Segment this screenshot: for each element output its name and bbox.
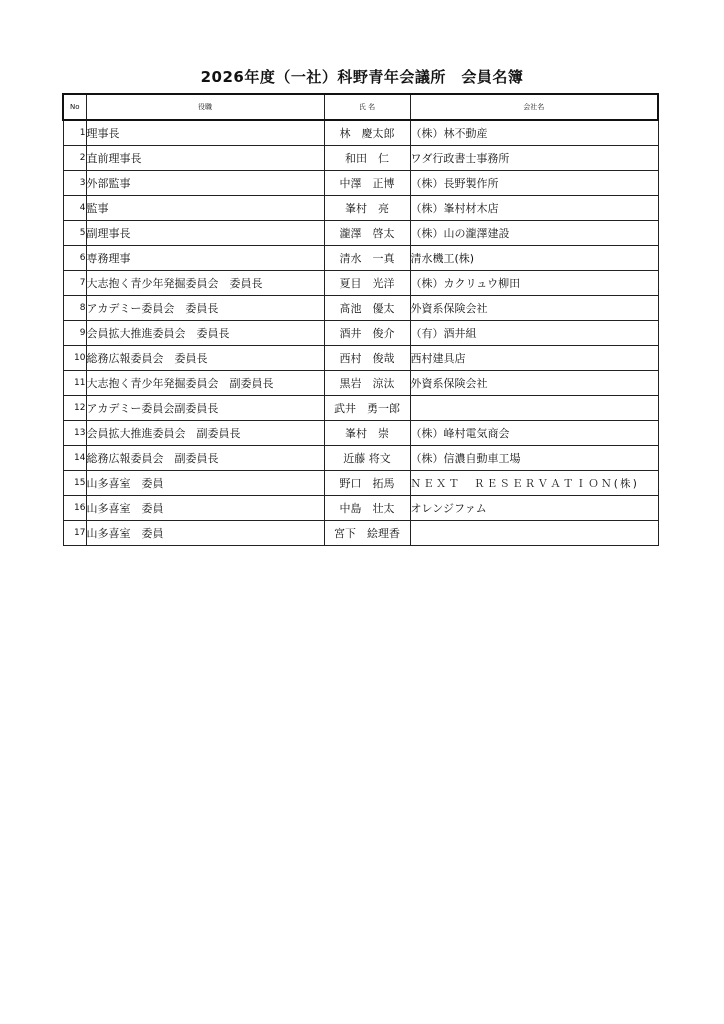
document-title: 2026年度（一社）科野青年会議所 会員名簿 bbox=[200, 68, 524, 86]
row-name: 宮下 絵理香 bbox=[324, 521, 410, 546]
table-header-row bbox=[63, 94, 658, 120]
row-name: 酒井 俊介 bbox=[324, 321, 410, 346]
row-no: 6 bbox=[63, 246, 86, 271]
row-company: 外資系保険会社 bbox=[410, 371, 658, 396]
row-no: 12 bbox=[63, 396, 86, 421]
row-company: （株）林不動産 bbox=[410, 120, 658, 146]
row-no: 17 bbox=[63, 521, 86, 546]
row-no: 10 bbox=[63, 346, 86, 371]
table-row bbox=[63, 296, 658, 321]
table-row bbox=[63, 396, 658, 421]
row-no: 11 bbox=[63, 371, 86, 396]
row-name: 峯村 崇 bbox=[324, 421, 410, 446]
row-role: 山多喜室 委員 bbox=[86, 521, 324, 546]
row-role: 会員拡大推進委員会 委員長 bbox=[86, 321, 324, 346]
row-role: 会員拡大推進委員会 副委員長 bbox=[86, 421, 324, 446]
row-company: （株）山の瀧澤建設 bbox=[410, 221, 658, 246]
row-role: 副理事長 bbox=[86, 221, 324, 246]
table-row bbox=[63, 496, 658, 521]
row-name: 和田 仁 bbox=[324, 146, 410, 171]
row-no: 4 bbox=[63, 196, 86, 221]
table-row bbox=[63, 246, 658, 271]
row-name: 野口 拓馬 bbox=[324, 471, 410, 496]
row-role: 総務広報委員会 副委員長 bbox=[86, 446, 324, 471]
table-row bbox=[63, 371, 658, 396]
table-row bbox=[63, 221, 658, 246]
row-no: 2 bbox=[63, 146, 86, 171]
row-name: 黒岩 涼汰 bbox=[324, 371, 410, 396]
row-role: 山多喜室 委員 bbox=[86, 496, 324, 521]
row-role: 総務広報委員会 委員長 bbox=[86, 346, 324, 371]
row-company: （株）峰村電気商会 bbox=[410, 421, 658, 446]
table-row bbox=[63, 196, 658, 221]
header-role: 役職 bbox=[86, 94, 324, 120]
row-no: 9 bbox=[63, 321, 86, 346]
table-row bbox=[63, 171, 658, 196]
table-row bbox=[63, 321, 658, 346]
row-company: ワダ行政書士事務所 bbox=[410, 146, 658, 171]
row-company: （株）カクリュウ柳田 bbox=[410, 271, 658, 296]
row-company: ＮＥＸＴ ＲＥＳＥＲＶＡＴＩＯＮ(株) bbox=[410, 471, 658, 496]
row-company bbox=[410, 521, 658, 546]
table-row bbox=[63, 146, 658, 171]
row-name: 武井 勇一郎 bbox=[324, 396, 410, 421]
row-role: 専務理事 bbox=[86, 246, 324, 271]
table-row bbox=[63, 120, 658, 146]
row-company: 西村建具店 bbox=[410, 346, 658, 371]
table-row bbox=[63, 521, 658, 546]
row-role: 大志抱く青少年発掘委員会 委員長 bbox=[86, 271, 324, 296]
row-company: （株）信濃自動車工場 bbox=[410, 446, 658, 471]
member-roster-table bbox=[62, 93, 659, 546]
row-name: 清水 一真 bbox=[324, 246, 410, 271]
row-name: 瀧澤 啓太 bbox=[324, 221, 410, 246]
table-row bbox=[63, 446, 658, 471]
row-name: 林 慶太郎 bbox=[324, 120, 410, 146]
row-role: 直前理事長 bbox=[86, 146, 324, 171]
row-company: オレンジファム bbox=[410, 496, 658, 521]
table-row bbox=[63, 471, 658, 496]
row-company bbox=[410, 396, 658, 421]
header-name: 氏 名 bbox=[324, 94, 410, 120]
row-role: 監事 bbox=[86, 196, 324, 221]
row-name: 近藤 将文 bbox=[324, 446, 410, 471]
row-role: 山多喜室 委員 bbox=[86, 471, 324, 496]
row-role: 大志抱く青少年発掘委員会 副委員長 bbox=[86, 371, 324, 396]
header-no: No bbox=[63, 94, 86, 120]
row-name: 中澤 正博 bbox=[324, 171, 410, 196]
row-no: 7 bbox=[63, 271, 86, 296]
row-company: （株）峯村材木店 bbox=[410, 196, 658, 221]
row-company: 清水機工(株) bbox=[410, 246, 658, 271]
row-name: 西村 俊哉 bbox=[324, 346, 410, 371]
row-company: （株）長野製作所 bbox=[410, 171, 658, 196]
row-no: 13 bbox=[63, 421, 86, 446]
row-role: アカデミー委員会副委員長 bbox=[86, 396, 324, 421]
row-name: 中島 壮太 bbox=[324, 496, 410, 521]
row-name: 髙池 優太 bbox=[324, 296, 410, 321]
row-name: 峯村 亮 bbox=[324, 196, 410, 221]
row-no: 14 bbox=[63, 446, 86, 471]
row-no: 8 bbox=[63, 296, 86, 321]
row-no: 3 bbox=[63, 171, 86, 196]
table-row bbox=[63, 271, 658, 296]
row-no: 16 bbox=[63, 496, 86, 521]
row-no: 5 bbox=[63, 221, 86, 246]
header-company: 会社名 bbox=[410, 94, 658, 120]
row-role: アカデミー委員会 委員長 bbox=[86, 296, 324, 321]
row-no: 15 bbox=[63, 471, 86, 496]
row-role: 理事長 bbox=[86, 120, 324, 146]
row-company: 外資系保険会社 bbox=[410, 296, 658, 321]
row-role: 外部監事 bbox=[86, 171, 324, 196]
table-row bbox=[63, 346, 658, 371]
row-name: 夏目 光洋 bbox=[324, 271, 410, 296]
row-no: 1 bbox=[63, 120, 86, 146]
table-row bbox=[63, 421, 658, 446]
row-company: （有）酒井組 bbox=[410, 321, 658, 346]
